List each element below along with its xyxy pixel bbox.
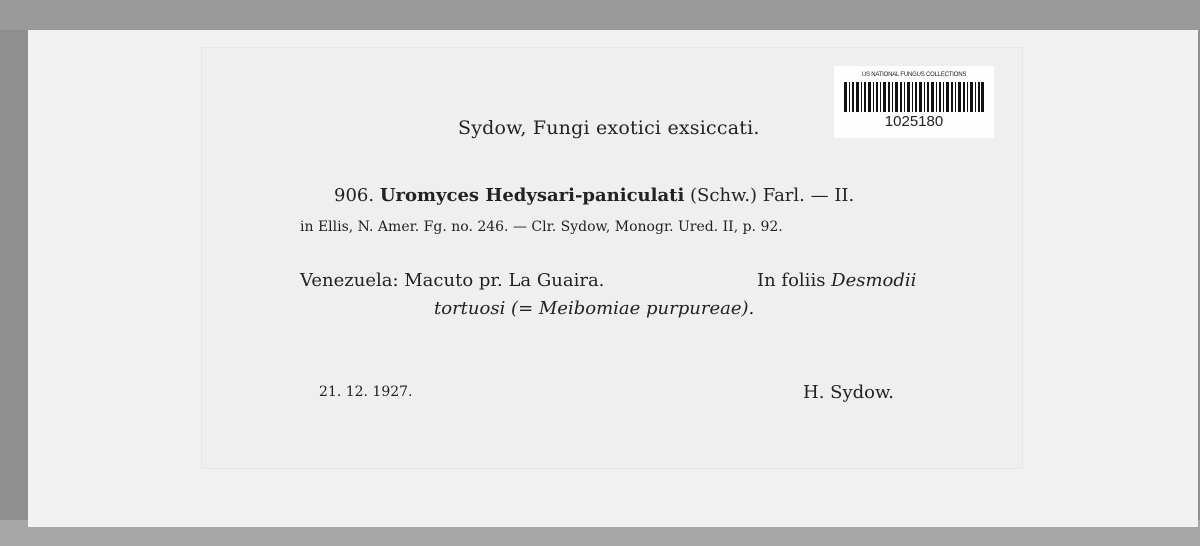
- host-line-2: tortuosi (= Meibomiae purpureae).: [434, 298, 755, 319]
- species-line: [334, 185, 854, 206]
- species-authority: (Schw.) Farl. — II.: [690, 185, 855, 206]
- series-title: Sydow, Fungi exotici exsiccati.: [458, 117, 760, 139]
- barcode-institution: US NATIONAL FUNGUS COLLECTIONS: [861, 72, 967, 78]
- locality: Venezuela: Macuto pr. La Guaira.: [300, 270, 605, 291]
- barcode-label: [834, 66, 994, 138]
- collector: H. Sydow.: [803, 382, 894, 403]
- barcode-icon: [844, 82, 984, 112]
- exsiccata-number: 906.: [334, 185, 375, 206]
- host-prefix: In foliis: [757, 270, 826, 291]
- collection-date: 21. 12. 1927.: [319, 384, 413, 400]
- host-genus: Desmodii: [831, 270, 917, 291]
- barcode-number: 1025180: [884, 113, 944, 130]
- background-top: [0, 0, 1200, 30]
- host-line-1: [757, 270, 916, 291]
- citation-line: in Ellis, N. Amer. Fg. no. 246. — Clr. Sydow, Monogr. Ured. II, p. 92.: [300, 219, 783, 235]
- species-name: Uromyces Hedysari-paniculati: [379, 185, 685, 206]
